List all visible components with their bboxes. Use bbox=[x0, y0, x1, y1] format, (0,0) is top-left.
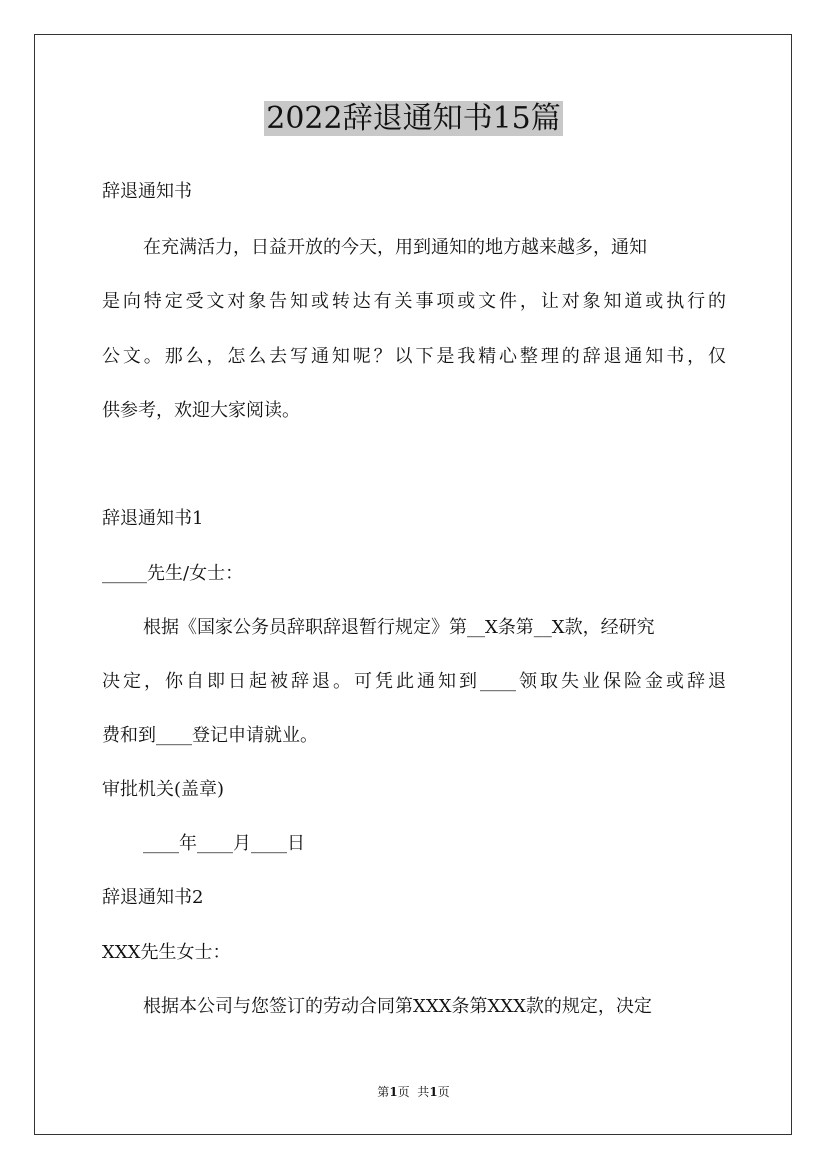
footer-prefix: 第 bbox=[377, 1085, 390, 1099]
document-title-container bbox=[0, 99, 827, 139]
approval-authority: 审批机关(盖章) bbox=[102, 779, 225, 800]
footer-page-number: 1 bbox=[389, 1085, 398, 1099]
footer-suffix: 页 bbox=[437, 1085, 450, 1099]
paragraph-line: 是向特定受文对象告知或转达有关事项或文件，让对象知道或执行的 bbox=[102, 291, 726, 312]
paragraph-line: 在充满活力，日益开放的今天，用到通知的地方越来越多，通知 bbox=[143, 237, 647, 258]
date-line: ____年____月____日 bbox=[143, 833, 305, 854]
section-heading: 辞退通知书2 bbox=[102, 887, 204, 908]
paragraph-line: 决定，你自即日起被辞退。可凭此通知到____领取失业保险金或辞退 bbox=[102, 671, 726, 692]
paragraph-line: 费和到____登记申请就业。 bbox=[102, 725, 318, 746]
section-heading: 辞退通知书 bbox=[102, 181, 192, 202]
footer-mid: 页 共 bbox=[397, 1085, 430, 1099]
salutation: _____先生/女士： bbox=[102, 563, 244, 584]
page-footer bbox=[0, 1084, 827, 1100]
paragraph-line: 供参考，欢迎大家阅读。 bbox=[102, 400, 300, 421]
paragraph-line: 公文。那么，怎么去写通知呢？以下是我精心整理的辞退通知书，仅 bbox=[102, 346, 726, 367]
paragraph-line: 根据本公司与您签订的劳动合同第XXX条第XXX款的规定，决定 bbox=[143, 996, 652, 1017]
section-heading: 辞退通知书1 bbox=[102, 508, 204, 529]
footer-total-pages: 1 bbox=[429, 1085, 438, 1099]
document-title: 2022辞退通知书15篇 bbox=[266, 101, 561, 136]
salutation: XXX先生女士： bbox=[102, 942, 231, 963]
paragraph-line: 根据《国家公务员辞职辞退暂行规定》第__X条第__X款，经研究 bbox=[143, 617, 655, 638]
